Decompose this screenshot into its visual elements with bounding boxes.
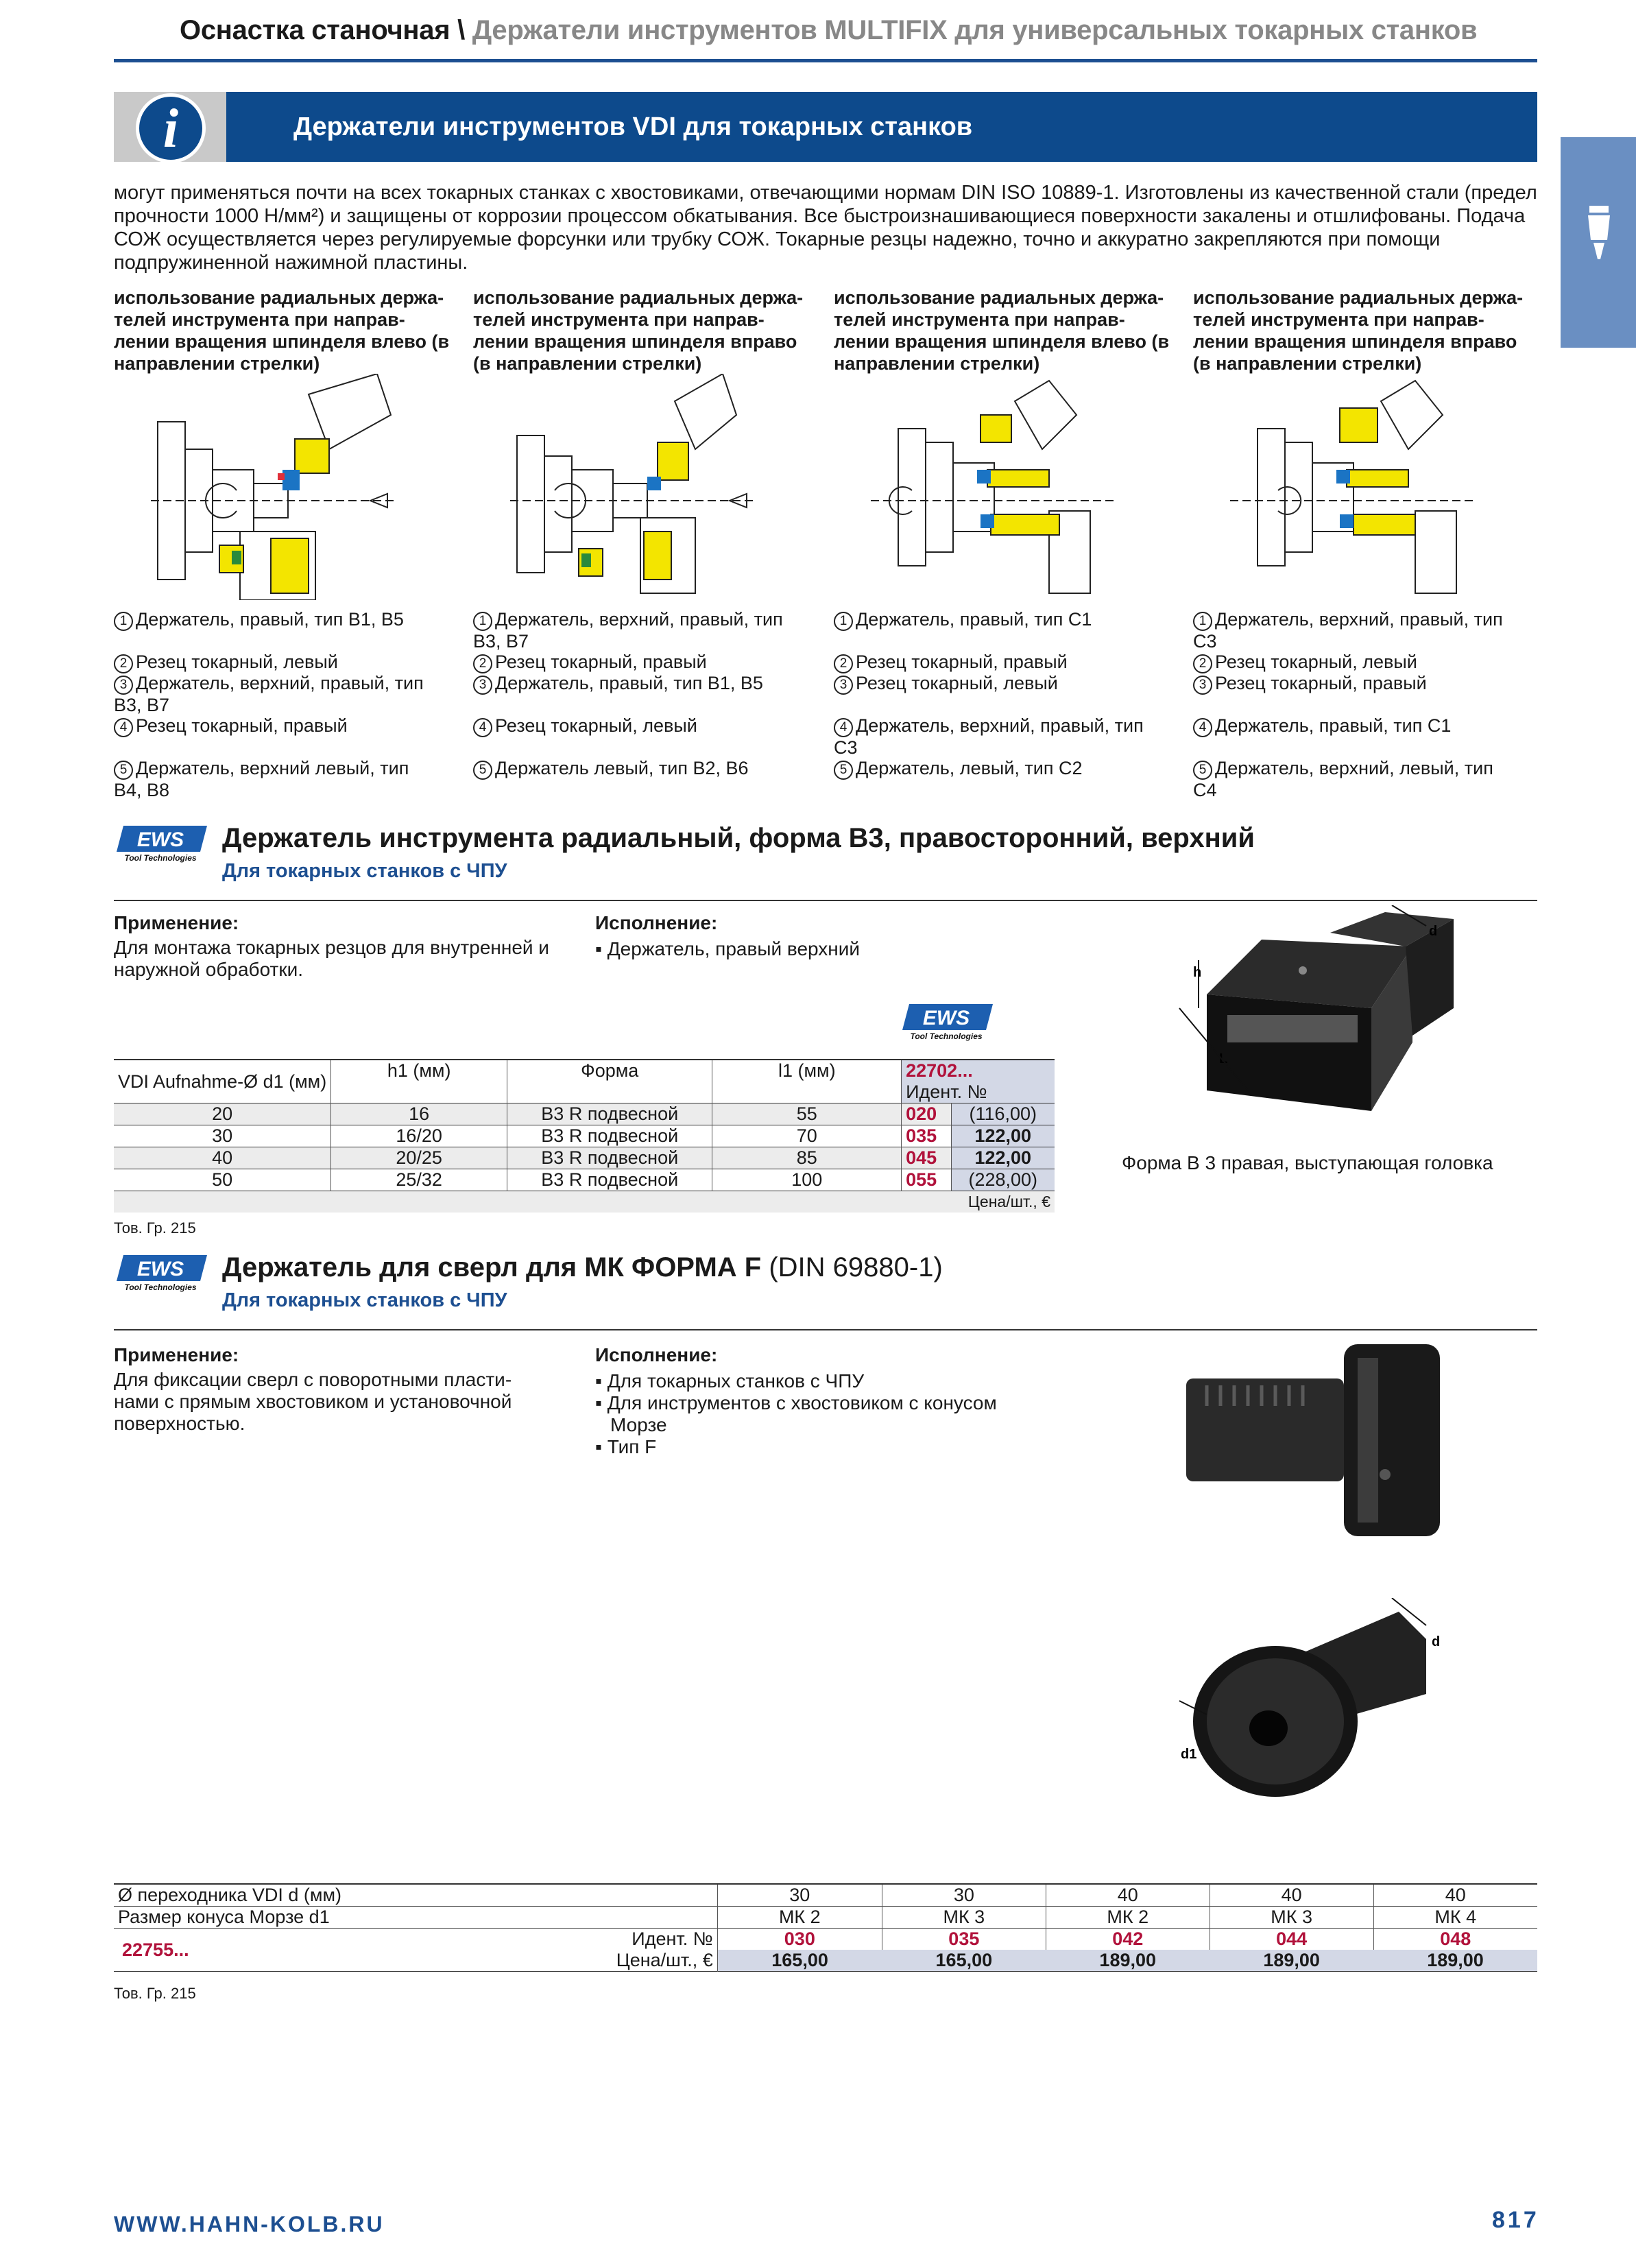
cell-d1: 30 — [114, 1125, 331, 1147]
product1-table — [114, 1059, 1055, 1213]
legend-number: 1 — [1193, 612, 1212, 631]
lathe-diagram-2 — [510, 374, 771, 600]
cell-l1: 85 — [712, 1147, 902, 1169]
lathe-diagram-4 — [1230, 374, 1491, 600]
cell-id: 030 — [717, 1929, 882, 1950]
legend-item — [473, 652, 795, 673]
legend-number: 2 — [114, 654, 133, 673]
col-header-h1: h1 (мм) — [331, 1060, 507, 1103]
legend-number: 5 — [473, 761, 492, 780]
cell-mk: МК 4 — [1434, 1907, 1477, 1927]
legend-number: 5 — [834, 761, 853, 780]
dim-label-d: d — [1432, 1634, 1441, 1649]
cell-d: 40 — [1445, 1885, 1466, 1905]
legend-text: Держатель, правый, тип C1 — [856, 609, 1092, 630]
page-header — [180, 15, 1477, 46]
legend-number: 4 — [1193, 718, 1212, 737]
legend-text: Резец токарный, левый — [495, 715, 697, 736]
cell-d: 40 — [1210, 1884, 1373, 1907]
table-row[interactable] — [114, 1147, 1055, 1169]
table-header-row — [114, 1060, 1055, 1082]
header-subtitle: Держатели инструментов MULTIFIX для универсальных токарных станков — [472, 15, 1478, 45]
legend-text: Резец токарный, правый — [136, 715, 348, 736]
banner-title: Держатели инструментов VDI для токарных станков — [293, 112, 973, 141]
cell-form: B3 R подвесной — [507, 1169, 712, 1191]
legend-item — [834, 609, 1156, 652]
legend-item — [114, 609, 436, 652]
table-row[interactable] — [114, 1929, 1537, 1950]
list-item: ▪ Тип F — [595, 1436, 657, 1457]
header-separator: \ — [457, 15, 465, 45]
cell-id: 035 — [882, 1929, 1046, 1950]
cell-mk: МК 2 — [1046, 1907, 1210, 1929]
cell-id: 055 — [902, 1169, 951, 1191]
lathe-diagram-1 — [151, 374, 411, 600]
col-header-article: 22702... — [902, 1060, 1055, 1082]
cell-h1: 25/32 — [331, 1169, 507, 1191]
drill-chuck-icon — [1587, 206, 1611, 261]
ident-label: Идент. № — [311, 1929, 717, 1950]
cell-d: 30 — [717, 1884, 882, 1907]
ews-logo-sub: Tool Technologies — [124, 853, 197, 863]
cell-mk: МК 3 — [1210, 1907, 1373, 1929]
footer-url[interactable]: WWW.HAHN-KOLB.RU — [114, 2212, 385, 2236]
legend-item — [1193, 609, 1515, 652]
legend-text: Держатель, верхний, правый, тип B3, B7 — [473, 609, 783, 652]
cell-h1: 20/25 — [331, 1147, 507, 1169]
cell-d: 30 — [882, 1884, 1046, 1907]
cell-id: 044 — [1210, 1929, 1373, 1950]
cell-price: (228,00) — [951, 1169, 1055, 1191]
legend-text: Держатель, верхний, правый, тип B3, B7 — [114, 673, 424, 715]
cell-id: 048 — [1440, 1929, 1471, 1949]
product2-rule — [114, 1329, 1537, 1330]
legend-text: Держатель, верхний левый, тип B4, B8 — [114, 758, 409, 800]
legend-item — [114, 758, 436, 801]
cell-mk: МК 3 — [882, 1907, 1046, 1929]
legend-number: 4 — [834, 718, 853, 737]
product2-application-text: Для фиксации сверл с поворотными пласти-нами с прямым хвостовиком и установочной поверхностью. — [114, 1369, 512, 1434]
product2-title-norm: (DIN 69880-1) — [769, 1252, 943, 1282]
cell-price: 122,00 — [951, 1147, 1055, 1169]
cell-price: 122,00 — [951, 1125, 1055, 1147]
legend-item — [834, 715, 1156, 758]
product2-group: Тов. Гр. 215 — [114, 1985, 196, 2002]
legend-item — [114, 673, 436, 715]
article-number: 22755... — [122, 1939, 189, 1960]
col-header-form: Форма — [507, 1060, 712, 1103]
legend-number: 5 — [1193, 761, 1212, 780]
header-title: Оснастка станочная — [180, 15, 450, 45]
product1-execution-item: ▪ Держатель, правый верхний — [595, 938, 861, 959]
legend-text: Резец токарный, правый — [856, 652, 1068, 672]
product1-application-label: Применение: — [114, 912, 239, 933]
product1-execution-label: Исполнение: — [595, 912, 718, 933]
ews-logo-table — [900, 1004, 993, 1041]
dim-label-h: h — [1193, 965, 1202, 980]
product1-rule — [114, 900, 1537, 901]
info-icon: i — [136, 93, 206, 163]
table-row[interactable] — [114, 1950, 1537, 1972]
usage-heading-4: использование радиальных держа-телей инструмента при направ-лении вращения шпинделя вправо (в направлении стрелки) — [1193, 287, 1524, 374]
drill-holder-front-image — [1166, 1598, 1467, 1804]
usage-heading-2: использование радиальных держа-телей инструмента при направ-лении вращения шпинделя вправо (в направлении стрелки) — [473, 287, 804, 374]
product2-subtitle: Для токарных станков с ЧПУ — [222, 1289, 507, 1311]
cell-d: 40 — [1046, 1884, 1210, 1907]
cell-form: B3 R подвесной — [507, 1147, 712, 1169]
cell-price: 189,00 — [1373, 1950, 1537, 1972]
legend-number: 1 — [834, 612, 853, 631]
product1-title: Держатель инструмента радиальный, форма B3, правосторонний, верхний — [222, 823, 1255, 853]
legend-item — [473, 609, 795, 652]
col-header-d1: VDI Aufnahme-Ø d1 (мм) — [114, 1060, 331, 1103]
ews-logo — [114, 826, 207, 863]
dim-label-d: d — [1429, 924, 1438, 939]
legend-number: 2 — [1193, 654, 1212, 673]
cell-form: B3 R подвесной — [507, 1103, 712, 1125]
table-row — [114, 1907, 1537, 1929]
legend-item — [114, 652, 436, 673]
legend-text: Держатель, левый, тип C2 — [856, 758, 1083, 778]
ews-logo-2-text: EWS — [136, 1258, 184, 1280]
legend-number: 5 — [114, 761, 133, 780]
cell-d1: 20 — [114, 1103, 331, 1125]
product1-image-caption: Форма B 3 правая, выступающая головка — [1122, 1152, 1493, 1173]
dim-label-l: L — [1219, 1051, 1228, 1066]
legend-text: Резец токарный, правый — [1215, 673, 1427, 693]
list-item: ▪ Для токарных станков с ЧПУ — [595, 1370, 865, 1392]
legend-item — [1193, 652, 1515, 673]
product2-title-main: Держатель для сверл для МК ФОРМА F — [222, 1252, 762, 1282]
cell-id: 020 — [902, 1103, 951, 1125]
legend-text: Резец токарный, левый — [1215, 652, 1417, 672]
cell-price: 189,00 — [1046, 1950, 1210, 1972]
ews-logo-text: EWS — [136, 828, 184, 851]
legend-number: 1 — [114, 612, 133, 631]
legend-item — [834, 673, 1156, 715]
cell-l1: 70 — [712, 1125, 902, 1147]
legend-number: 3 — [834, 676, 853, 695]
product1-subtitle: Для токарных станков с ЧПУ — [222, 860, 507, 882]
ews-logo-2-sub: Tool Technologies — [124, 1282, 197, 1292]
usage-heading-3: использование радиальных держа-телей инструмента при направ-лении вращения шпинделя влево (в направлении стрелки) — [834, 287, 1170, 374]
price-label: Цена/шт., € — [311, 1950, 717, 1972]
product2-execution-text: Для инструментов с хвостовиком с конусом Морзе — [607, 1392, 997, 1435]
ews-logo-table-text: EWS — [922, 1007, 970, 1029]
legend-item — [1193, 715, 1515, 758]
legend-item — [473, 715, 795, 758]
legend-item — [1193, 758, 1515, 801]
legend-number: 2 — [473, 654, 492, 673]
legend-text: Держатель, верхний, правый, тип C3 — [834, 715, 1144, 758]
legend-number: 1 — [473, 612, 492, 631]
product2-execution-text: Тип F — [607, 1436, 657, 1457]
product1-execution-text: Держатель, правый верхний — [607, 938, 861, 959]
page-number: 817 — [1492, 2207, 1539, 2233]
cell-price: 165,00 — [717, 1950, 882, 1972]
legend-item — [834, 652, 1156, 673]
col-header-ident: Идент. № — [902, 1082, 1055, 1103]
ews-logo-2 — [114, 1255, 207, 1292]
col-header-l1: l1 (мм) — [712, 1060, 902, 1103]
list-item: ▪ Для инструментов с хвостовиком с конусом Морзе — [595, 1392, 997, 1435]
ews-logo-table-sub: Tool Technologies — [910, 1031, 983, 1041]
cell-id: 045 — [902, 1147, 951, 1169]
legend-text: Резец токарный, правый — [495, 652, 707, 672]
legend-item — [114, 715, 436, 758]
table-row[interactable] — [114, 1169, 1055, 1191]
usage-legend-2 — [473, 609, 795, 780]
legend-item — [473, 758, 795, 780]
legend-item — [1193, 673, 1515, 715]
legend-text: Держатель, правый, тип C1 — [1215, 715, 1452, 736]
table-footer-row — [114, 1191, 1055, 1213]
legend-text: Держатель, правый, тип B1, B5 — [495, 673, 763, 693]
legend-number: 3 — [473, 676, 492, 695]
dim-label-d1: d1 — [1181, 1747, 1197, 1762]
product2-application-label: Применение: — [114, 1344, 239, 1365]
cell-d1: 50 — [114, 1169, 331, 1191]
table-row[interactable] — [114, 1125, 1055, 1147]
cell-h1: 16/20 — [331, 1125, 507, 1147]
product1-group: Тов. Гр. 215 — [114, 1219, 196, 1237]
legend-number: 2 — [834, 654, 853, 673]
product2-execution-list — [595, 1370, 1034, 1458]
price-unit-label: Цена/шт., € — [967, 1193, 1050, 1210]
cell-id: 042 — [1046, 1929, 1210, 1950]
holder-b3-image — [1166, 905, 1495, 1132]
product2-table — [114, 1883, 1537, 1972]
product2-title — [222, 1252, 943, 1283]
product1-application-text: Для монтажа токарных резцов для внутренней и наружной обработки. — [114, 937, 549, 980]
cell-form: B3 R подвесной — [507, 1125, 712, 1147]
usage-legend-4 — [1193, 609, 1515, 801]
cell-h1: 16 — [331, 1103, 507, 1125]
cell-mk: МК 2 — [717, 1907, 882, 1929]
product2-execution-label: Исполнение: — [595, 1344, 718, 1365]
intro-text: могут применяться почти на всех токарных станках с хвостовиками, отвечающими нормам DIN ISO 10889-1. Изготовлены из качественной стали (предел прочности 1000 Н/мм²) и защищены от коррозии процессом обкатывания. Все быстроизнашивающиеся поверхности закалены и отшлифованы. Подача СОЖ осуществляется через регулируемые форсунки или трубку СОЖ. Токарные резцы надежно, точно и аккуратно закрепляются при помощи подпружиненной нажимной пластины. — [114, 182, 1537, 274]
drill-holder-side-image — [1179, 1337, 1454, 1550]
cell-price: 165,00 — [882, 1950, 1046, 1972]
cell-price: (116,00) — [951, 1103, 1055, 1125]
legend-text: Держатель, верхний, правый, тип C3 — [1193, 609, 1503, 652]
header-rule — [114, 59, 1537, 62]
legend-text: Держатель, правый, тип B1, B5 — [136, 609, 404, 630]
legend-text: Резец токарный, левый — [856, 673, 1058, 693]
legend-number: 3 — [114, 676, 133, 695]
legend-text: Держатель, верхний, левый, тип C4 — [1193, 758, 1493, 800]
cell-l1: 55 — [712, 1103, 902, 1125]
legend-item — [473, 673, 795, 715]
cell-l1: 100 — [712, 1169, 902, 1191]
cell-d1: 40 — [114, 1147, 331, 1169]
cell-price: 189,00 — [1210, 1950, 1373, 1972]
row-label-d: Ø переходника VDI d (мм) — [114, 1884, 717, 1907]
legend-item — [834, 758, 1156, 780]
legend-number: 4 — [114, 718, 133, 737]
legend-text: Держатель левый, тип B2, B6 — [495, 758, 749, 778]
table-row — [114, 1884, 1537, 1907]
cell-id: 035 — [902, 1125, 951, 1147]
usage-legend-3 — [834, 609, 1156, 780]
usage-heading-1: использование радиальных держа-телей инструмента при направ-лении вращения шпинделя влево (в направлении стрелки) — [114, 287, 450, 374]
usage-legend-1 — [114, 609, 436, 801]
legend-text: Резец токарный, левый — [136, 652, 338, 672]
product2-execution-text: Для токарных станков с ЧПУ — [607, 1370, 865, 1392]
row-label-mk: Размер конуса Морзе d1 — [114, 1907, 717, 1929]
legend-number: 4 — [473, 718, 492, 737]
legend-number: 3 — [1193, 676, 1212, 695]
lathe-diagram-3 — [871, 374, 1131, 600]
table-row[interactable] — [114, 1103, 1055, 1125]
